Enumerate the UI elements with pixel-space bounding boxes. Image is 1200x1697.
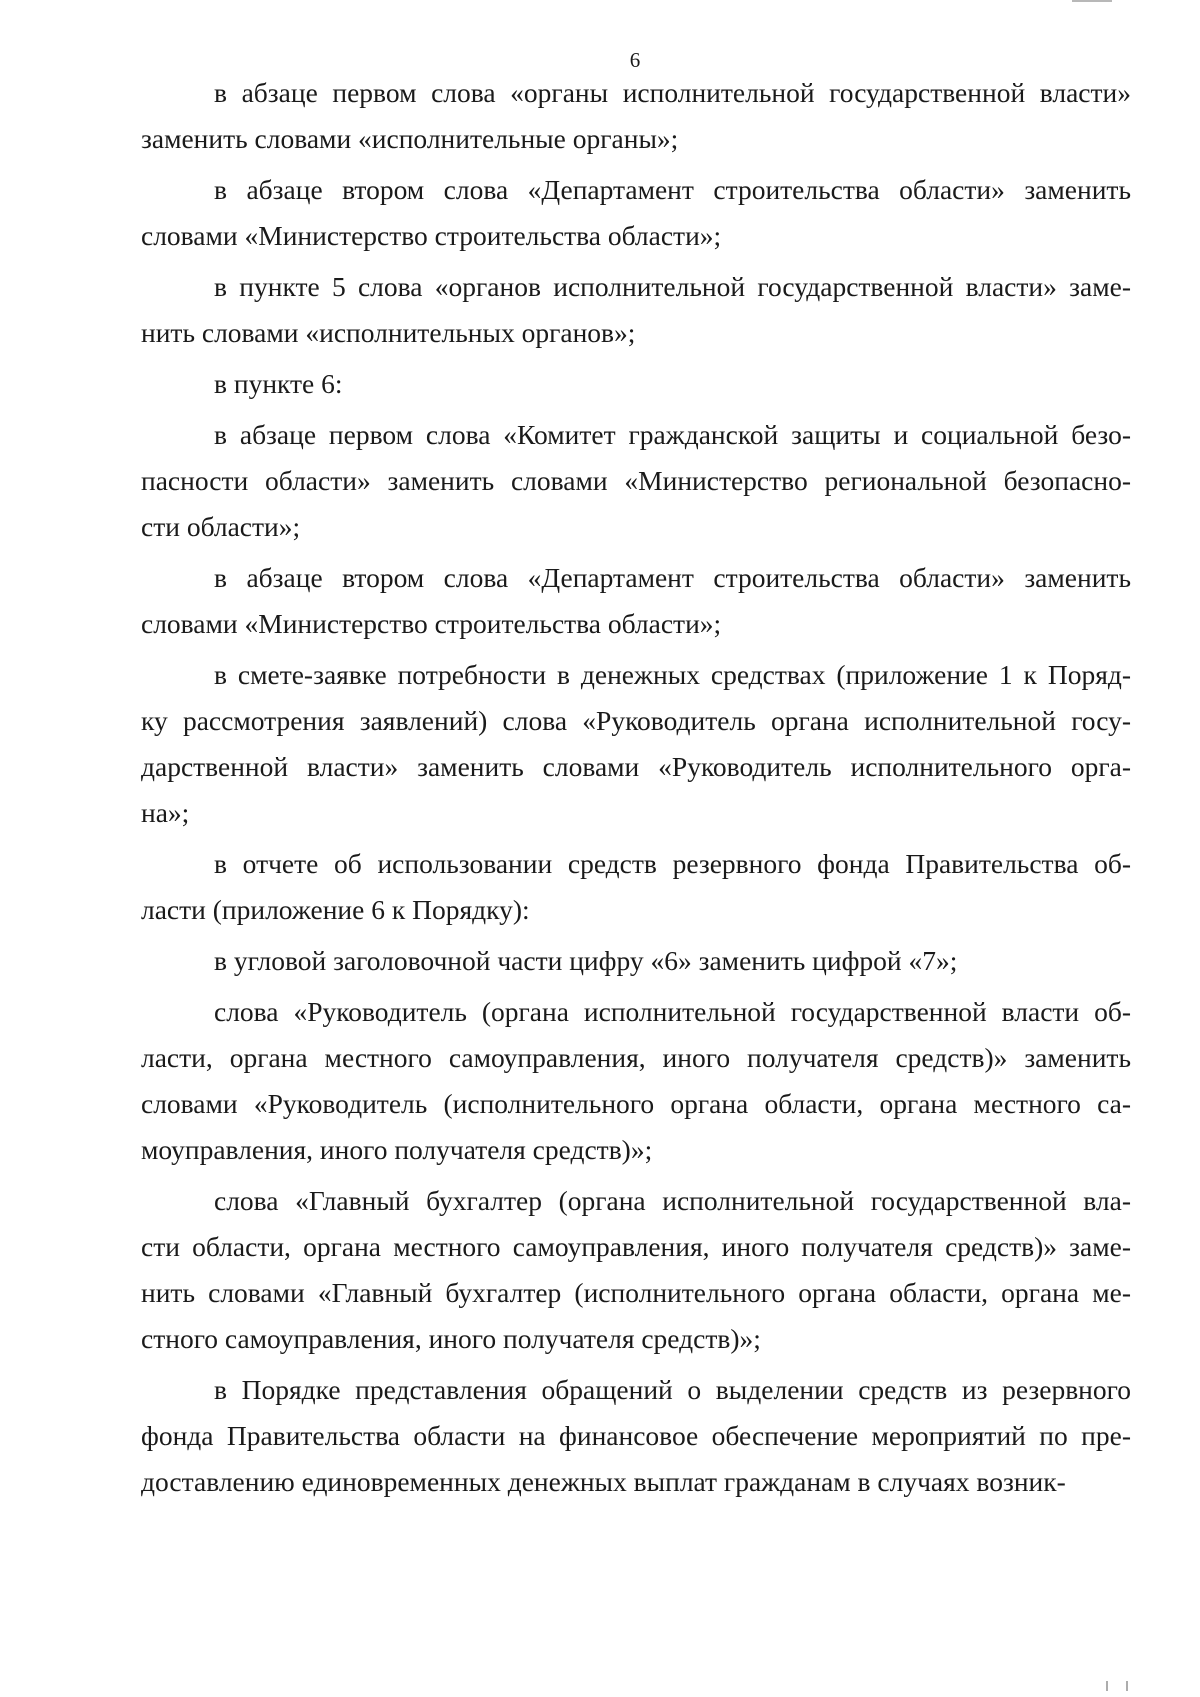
text-line: ку рассмотрения заявлений) слова «Руководитель органа исполнительной госу- [141,705,1131,736]
paragraph [141,167,1131,259]
paragraph [141,938,1131,984]
paragraph [141,555,1131,647]
paragraph [141,412,1131,550]
text-line: ласти, органа местного самоуправления, иного получателя средств)» заменить [141,1042,1131,1073]
paragraph [141,652,1131,836]
text-line: в абзаце первом слова «органы исполнительной государственной власти» [214,77,1131,108]
text-line: словами «Министерство строительства области»; [141,220,722,251]
text-line: дарственной власти» заменить словами «Руководитель исполнительного орга- [141,751,1131,782]
text-line: в абзаце втором слова «Департамент строительства области» заменить [214,174,1131,205]
text-line: сти области, органа местного самоуправления, иного получателя средств)» заме- [141,1231,1131,1262]
text-line: словами «Руководитель (исполнительного органа области, органа местного са- [141,1088,1131,1119]
text-line: доставлению единовременных денежных выплат гражданам в случаях возник- [141,1466,1066,1497]
text-line: моуправления, иного получателя средств)»; [141,1134,653,1165]
text-line: в абзаце первом слова «Комитет гражданской защиты и социальной безо- [214,419,1131,450]
text-line: на»; [141,797,190,828]
document-body [141,70,1131,1505]
text-line: в смете-заявке потребности в денежных средствах (приложение 1 к Поряд- [214,659,1131,690]
paragraph [141,1367,1131,1505]
paragraph [141,1178,1131,1362]
page-number: 6 [629,48,641,72]
text-line: в пункте 6: [214,368,343,399]
text-line: заменить словами «исполнительные органы»; [141,123,679,154]
text-line: нить словами «исполнительных органов»; [141,317,636,348]
text-line: пасности области» заменить словами «Министерство региональной безопасно- [141,465,1131,496]
text-line: в пункте 5 слова «органов исполнительной государственной власти» заме- [214,271,1131,302]
text-line: слова «Руководитель (органа исполнительной государственной власти об- [214,996,1131,1027]
text-line: ласти (приложение 6 к Порядку): [141,894,530,925]
text-line: нить словами «Главный бухгалтер (исполнительного органа области, органа ме- [141,1277,1131,1308]
text-line: фонда Правительства области на финансовое обеспечение мероприятий по пре- [141,1420,1131,1451]
scan-mark-top [1072,0,1112,5]
paragraph [141,989,1131,1173]
paragraph [141,841,1131,933]
text-line: в Порядке представления обращений о выделении средств из резервного [214,1374,1131,1405]
text-line: в угловой заголовочной части цифру «6» заменить цифрой «7»; [214,945,958,976]
text-line: в отчете об использовании средств резервного фонда Правительства об- [214,848,1131,879]
text-line: в абзаце втором слова «Департамент строительства области» заменить [214,562,1131,593]
text-line: стного самоуправления, иного получателя средств)»; [141,1323,761,1354]
text-line: сти области»; [141,511,301,542]
text-line: слова «Главный бухгалтер (органа исполнительной государственной вла- [214,1185,1131,1216]
paragraph [141,264,1131,356]
scan-mark-bottom [1106,1681,1128,1691]
paragraph [141,70,1131,162]
paragraph [141,361,1131,407]
text-line: словами «Министерство строительства области»; [141,608,722,639]
